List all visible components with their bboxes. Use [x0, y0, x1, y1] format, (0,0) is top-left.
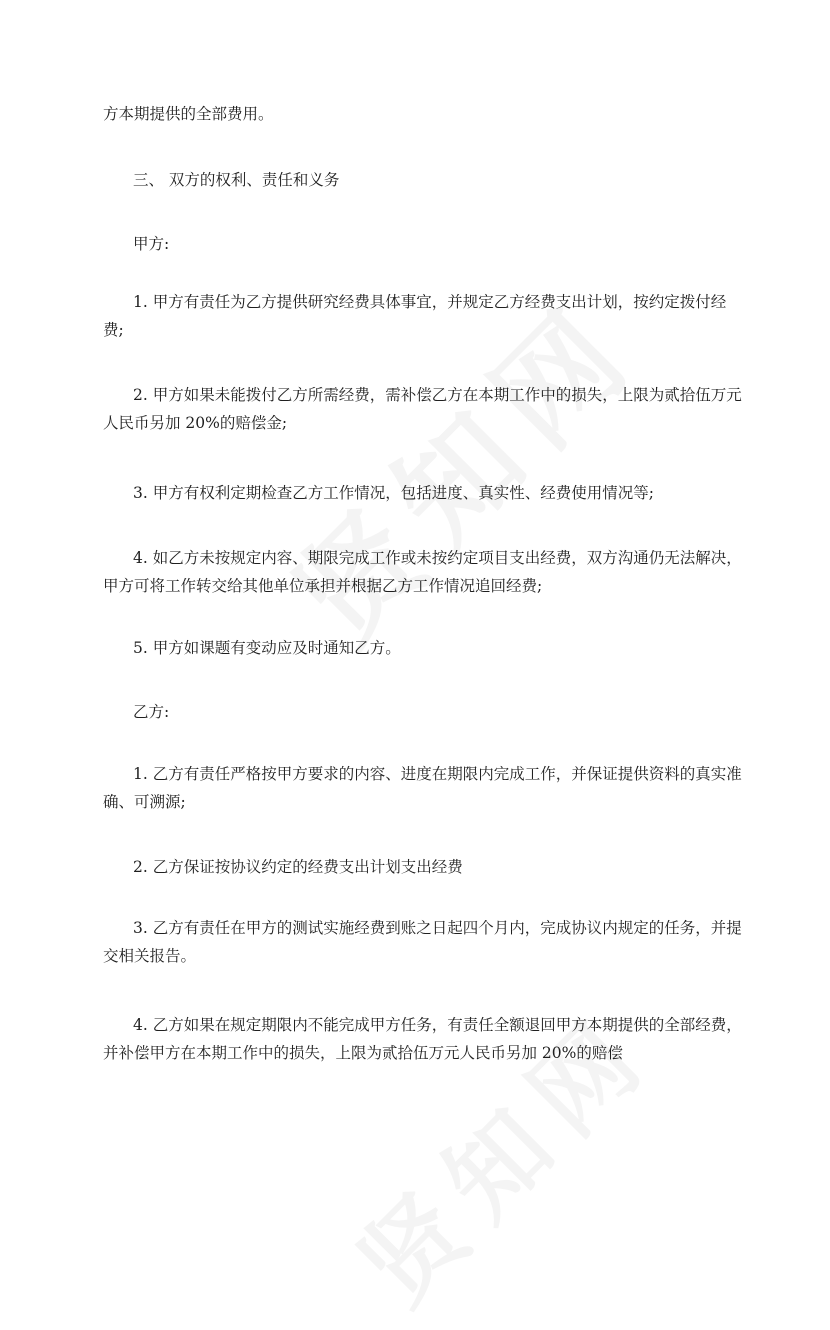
party-b-item-2: 2. 乙方保证按协议约定的经费支出计划支出经费	[133, 858, 463, 876]
party-a-item-4: 4. 如乙方未按规定内容、期限完成工作或未按约定项目支出经费，双方沟通仍无法解决，甲方可将工作转交给其他单位承担并根据乙方工作情况追回经费;	[103, 549, 742, 595]
party-a-item-1: 1. 甲方有责任为乙方提供研究经费具体事宜，并规定乙方经费支出计划，按约定拨付经费;	[103, 293, 727, 339]
paragraph-continued: 方本期提供的全部费用。	[103, 105, 274, 123]
party-a-item-2: 2. 甲方如果未能拨付乙方所需经费，需补偿乙方在本期工作中的损失，上限为贰拾伍万元人民币另加 20%的赔偿金;	[103, 386, 742, 432]
party-a-item-5: 5. 甲方如课题有变动应及时通知乙方。	[133, 639, 401, 657]
party-a-item-3: 3. 甲方有权利定期检查乙方工作情况，包括进度、真实性、经费使用情况等;	[133, 484, 654, 502]
party-b-label: 乙方:	[133, 703, 170, 721]
party-b-item-1: 1. 乙方有责任严格按甲方要求的内容、进度在期限内完成工作，并保证提供资料的真实准确、可溯源;	[103, 765, 742, 811]
section-heading-rights: 三、 双方的权利、责任和义务	[133, 171, 340, 189]
party-b-item-4: 4. 乙方如果在规定期限内不能完成甲方任务，有责任全额退回甲方本期提供的全部经费，并补偿甲方在本期工作中的损失，上限为贰拾伍万元人民币另加 20%的赔偿	[103, 1016, 742, 1062]
party-a-label: 甲方:	[133, 235, 170, 253]
party-b-item-3: 3. 乙方有责任在甲方的测试实施经费到账之日起四个月内，完成协议内规定的任务，并提交相关报告。	[103, 919, 742, 965]
